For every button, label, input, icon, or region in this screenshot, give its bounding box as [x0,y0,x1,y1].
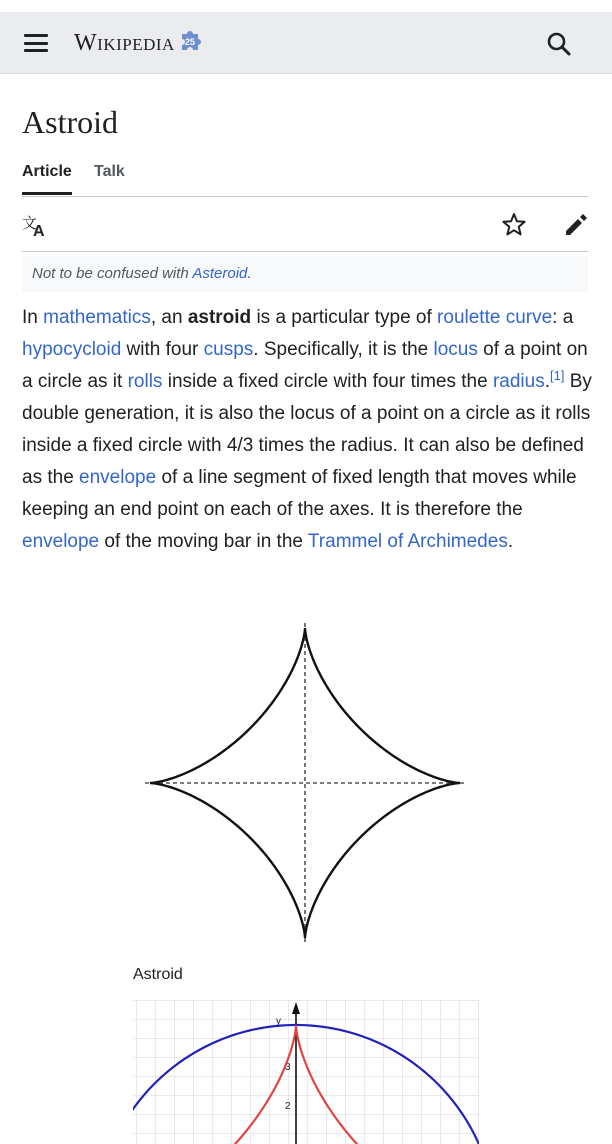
lead-text: inside a fixed circle with four times the [162,371,493,392]
lead-text: . [544,371,550,392]
link-cusps[interactable]: cusps [203,339,254,360]
search-icon[interactable] [545,30,573,58]
astroid-figure[interactable] [140,618,470,948]
language-icon[interactable] [22,212,50,240]
tick-label-3: 3 [285,1062,291,1073]
lead-text: . Specifically, it is the [253,339,434,360]
lead-text: of the moving bar in the [99,531,308,552]
wikipedia-logo[interactable] [74,26,203,60]
tab-article[interactable]: Article [22,163,72,195]
page-title: Astroid [22,104,118,140]
top-header-bar [0,12,612,74]
figure-caption: Astroid [133,966,183,983]
bold-term: astroid [187,307,252,328]
article-tabs [22,160,588,197]
svg-text:A: A [33,223,45,240]
tab-talk[interactable]: Talk [94,163,125,180]
link-mathematics[interactable]: mathematics [43,307,151,328]
hatnote [22,256,588,292]
link-radius[interactable]: radius [492,371,545,392]
lead-paragraph [22,302,592,558]
link-asteroid[interactable]: Asteroid [192,265,248,282]
y-axis-label: y [276,1016,281,1027]
tick-label-2: 2 [285,1101,291,1112]
lead-text: : a [552,307,574,328]
link-rolls[interactable]: rolls [127,371,163,392]
link-roulette-curve[interactable]: roulette curve [437,307,553,328]
edit-pencil-icon[interactable] [562,211,590,239]
page-actions-bar [22,198,588,252]
logo-wordmark: Wikipedia [74,29,175,56]
star-icon[interactable] [500,211,528,239]
link-locus[interactable]: locus [433,339,478,360]
lead-text: In [22,307,44,328]
link-envelope-2[interactable]: envelope [22,531,100,552]
svg-text:25: 25 [184,37,195,47]
hatnote-prefix: Not to be confused with [32,265,193,282]
lead-text: . [507,531,514,552]
link-envelope[interactable]: envelope [79,467,157,488]
lead-text: By double generation, it is also the locus of a point on a circle as it rolls inside a fixed circle with 4/3 times the radius. It can also be defined as the [22,371,592,488]
svg-text:文: 文 [22,214,38,232]
astroid-construction-figure[interactable] [133,1000,479,1144]
lead-text: of a point on a circle as it [22,339,588,392]
reference-link[interactable]: [1] [550,368,565,383]
link-hypocycloid[interactable]: hypocycloid [22,339,122,360]
lead-text: is a particular type of [251,307,438,328]
lead-text: , an [150,307,188,328]
puzzle-badge-icon [177,28,203,54]
hamburger-menu-icon[interactable] [24,34,48,52]
lead-text: with four [121,339,204,360]
lead-text: of a line segment of fixed length that moves while keeping an end point on each of the axes. It is therefore the [22,467,577,520]
link-trammel-of-archimedes[interactable]: Trammel of Archimedes [307,531,508,552]
hatnote-suffix: . [247,265,252,282]
